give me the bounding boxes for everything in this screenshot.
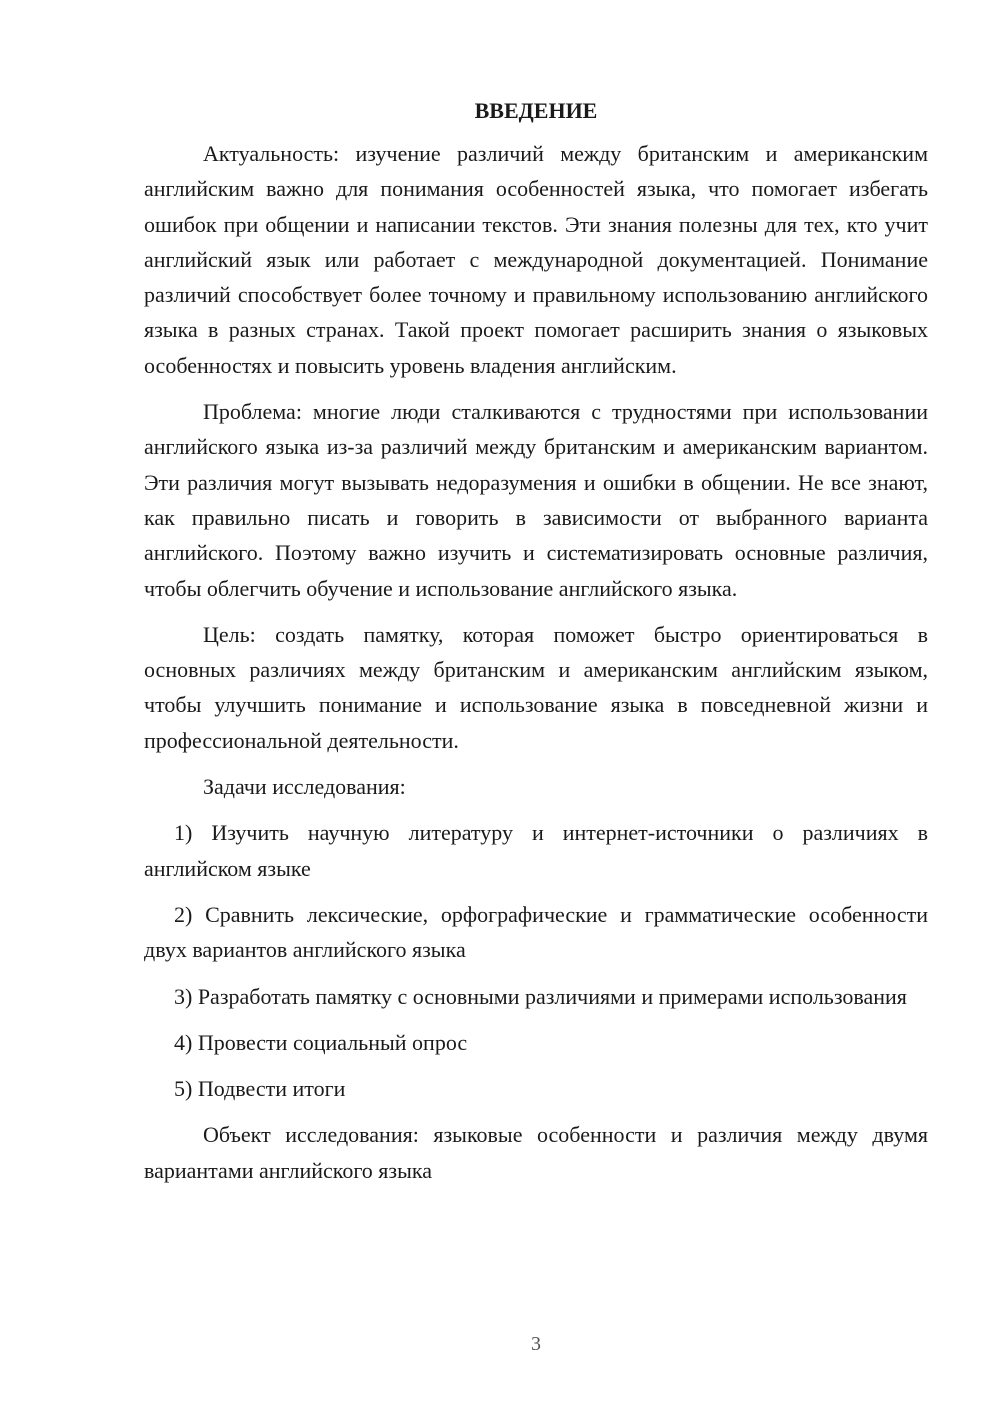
task-item-5: 5) Подвести итоги: [174, 1076, 346, 1102]
task-item-4: 4) Провести социальный опрос: [174, 1029, 468, 1055]
task-item-1: 1) Изучить научную литературу и интернет-источники о различиях в английском языке: [144, 820, 928, 881]
page-number: 3: [531, 1333, 541, 1355]
problem-paragraph: Проблема: многие люди сталкиваются с трудностями при использовании английского языка из-за различий между британским и американским вариантом. Эти различия могут вызывать недоразумения и ошибки в общении. Не все знают, как правильно писать и говорить в зависимости от выбранного варианта английского. Поэтому важно изучить и систематизировать основные различия, чтобы облегчить обучение и использование английского языка.: [144, 399, 928, 601]
document-page: [144, 96, 928, 1199]
tasks-list: [144, 815, 928, 1106]
object-paragraph: Объект исследования: языковые особенности и различия между двумя вариантами английского языка: [144, 1122, 928, 1183]
section-title: ВВЕДЕНИЕ: [474, 98, 598, 123]
task-item-3: 3) Разработать памятку с основными различиями и примерами использования: [174, 983, 907, 1009]
task-item-2: 2) Сравнить лексические, орфографические и грамматические особенности двух вариантов английского языка: [144, 901, 928, 963]
goal-paragraph: Цель: создать памятку, которая поможет быстро ориентироваться в основных различиях между британским и американским английским языком, чтобы улучшить понимание и использование языка в повседневной жизни и профессиональной деятельности.: [144, 621, 928, 753]
relevance-paragraph: Актуальность: изучение различий между британским и американским английским важно для понимания особенностей языка, что помогает избегать ошибок при общении и написании текстов. Эти знания полезны для тех, кто учит английский язык или работает с международной документацией. Понимание различий способствует более точному и правильному использованию английского языка в разных странах. Такой проект помогает расширить знания о языковых особенностях и повысить уровень владения английским.: [144, 141, 928, 378]
tasks-heading: Задачи исследования:: [203, 774, 406, 800]
